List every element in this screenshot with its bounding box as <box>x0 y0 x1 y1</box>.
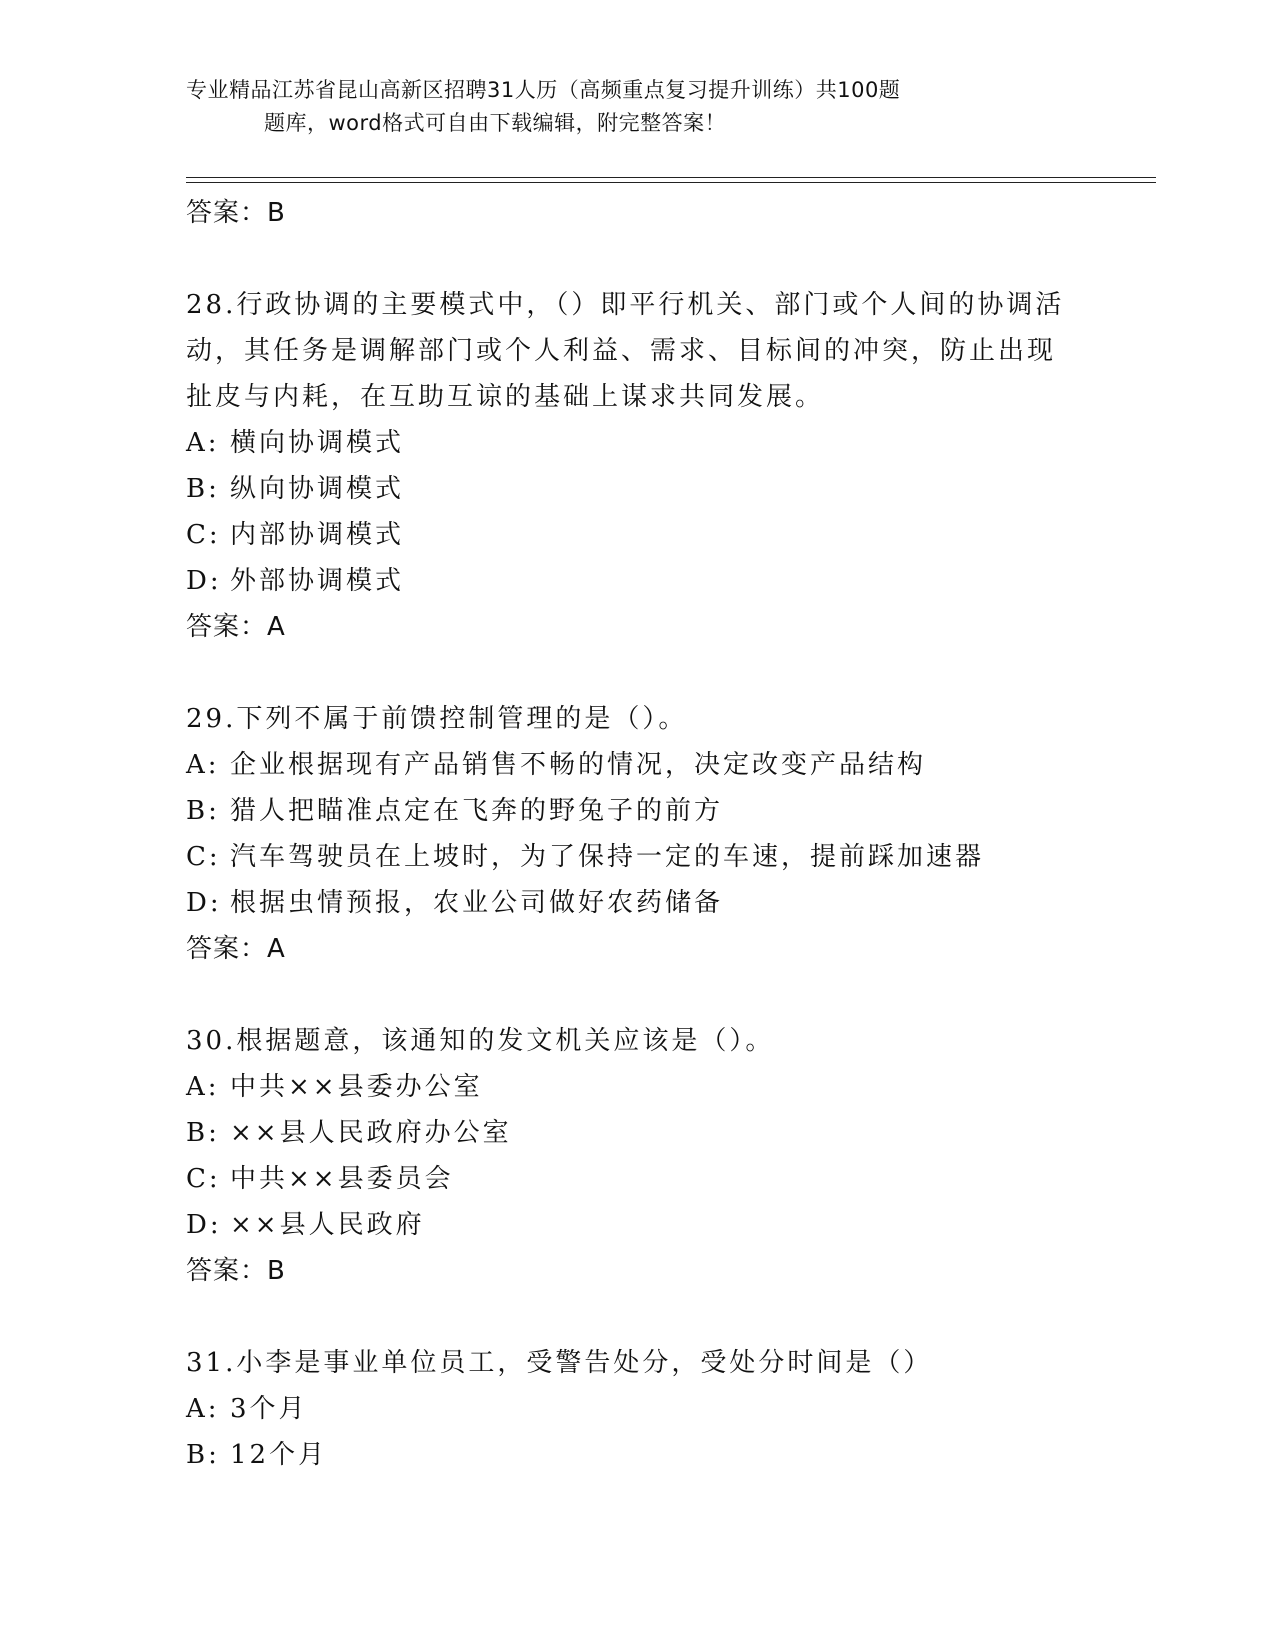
question-stem-line: 动，其任务是调解部门或个人利益、需求、目标间的冲突，防止出现 <box>186 336 1057 366</box>
option-text: 猎人把瞄准点定在飞奔的野兔子的前方 <box>230 796 724 826</box>
option-label: A: <box>186 1072 220 1102</box>
header-title-line-2: 题库，word格式可自由下载编辑，附完整答案！ <box>264 111 727 135</box>
option-text: ××县人民政府 <box>230 1210 425 1240</box>
option-text: 纵向协调模式 <box>230 474 405 504</box>
question-31 <box>186 1340 1086 1386</box>
option-c <box>186 1156 1086 1202</box>
header-divider-bottom <box>186 182 1156 183</box>
option-text: 中共××县委员会 <box>230 1164 454 1194</box>
option-d <box>186 1202 1086 1248</box>
option-label: A: <box>186 750 220 780</box>
option-c <box>186 834 1086 880</box>
option-label: B: <box>186 796 220 826</box>
option-label: C: <box>186 842 221 872</box>
option-label: C: <box>186 1164 221 1194</box>
option-text: 内部协调模式 <box>230 520 405 550</box>
option-label: D: <box>186 888 222 918</box>
option-c <box>186 512 1086 558</box>
option-text: 汽车驾驶员在上坡时，为了保持一定的车速，提前踩加速器 <box>230 842 985 872</box>
question-30 <box>186 1018 1086 1064</box>
header-title-line-1: 专业精品江苏省昆山高新区招聘31人历（高频重点复习提升训练）共100题 <box>186 78 901 102</box>
question-stem-line: 30.根据题意，该通知的发文机关应该是（）。 <box>186 1026 775 1056</box>
spacer <box>186 972 1086 1018</box>
question-stem-line: 31.小李是事业单位员工，受警告处分，受处分时间是（） <box>186 1348 933 1378</box>
option-text: 根据虫情预报，农业公司做好农药储备 <box>230 888 724 918</box>
page-header <box>186 74 1056 140</box>
option-label: D: <box>186 566 222 596</box>
spacer <box>186 650 1086 696</box>
option-a <box>186 742 1086 788</box>
option-text: 12个月 <box>230 1440 328 1470</box>
spacer <box>186 1294 1086 1340</box>
option-d <box>186 880 1086 926</box>
questions-content <box>186 190 1086 1478</box>
option-b <box>186 1110 1086 1156</box>
header-divider-top <box>186 177 1156 178</box>
option-text: ××县人民政府办公室 <box>230 1118 512 1148</box>
option-label: D: <box>186 1210 222 1240</box>
answer-question-30: 答案：B <box>186 1256 286 1286</box>
option-a <box>186 420 1086 466</box>
option-a <box>186 1064 1086 1110</box>
question-stem-line: 28.行政协调的主要模式中，（）即平行机关、部门或个人间的协调活 <box>186 290 1065 320</box>
option-text: 企业根据现有产品销售不畅的情况，决定改变产品结构 <box>230 750 927 780</box>
option-b <box>186 788 1086 834</box>
option-label: A: <box>186 428 220 458</box>
answer-question-29: 答案：A <box>186 934 286 964</box>
option-text: 3个月 <box>230 1394 308 1424</box>
option-d <box>186 558 1086 604</box>
option-a <box>186 1386 1086 1432</box>
option-text: 中共××县委办公室 <box>230 1072 483 1102</box>
question-stem-line: 29.下列不属于前馈控制管理的是（）。 <box>186 704 688 734</box>
question-stem-line: 扯皮与内耗，在互助互谅的基础上谋求共同发展。 <box>186 382 825 412</box>
question-29 <box>186 696 1086 742</box>
option-label: C: <box>186 520 221 550</box>
option-text: 外部协调模式 <box>230 566 405 596</box>
answer-question-28: 答案：A <box>186 612 286 642</box>
option-b <box>186 466 1086 512</box>
option-b <box>186 1432 1086 1478</box>
option-label: A: <box>186 1394 220 1424</box>
option-text: 横向协调模式 <box>230 428 405 458</box>
option-label: B: <box>186 1440 220 1470</box>
answer-previous-question: 答案：B <box>186 198 286 228</box>
option-label: B: <box>186 474 220 504</box>
question-28 <box>186 282 1086 420</box>
option-label: B: <box>186 1118 220 1148</box>
spacer <box>186 236 1086 282</box>
